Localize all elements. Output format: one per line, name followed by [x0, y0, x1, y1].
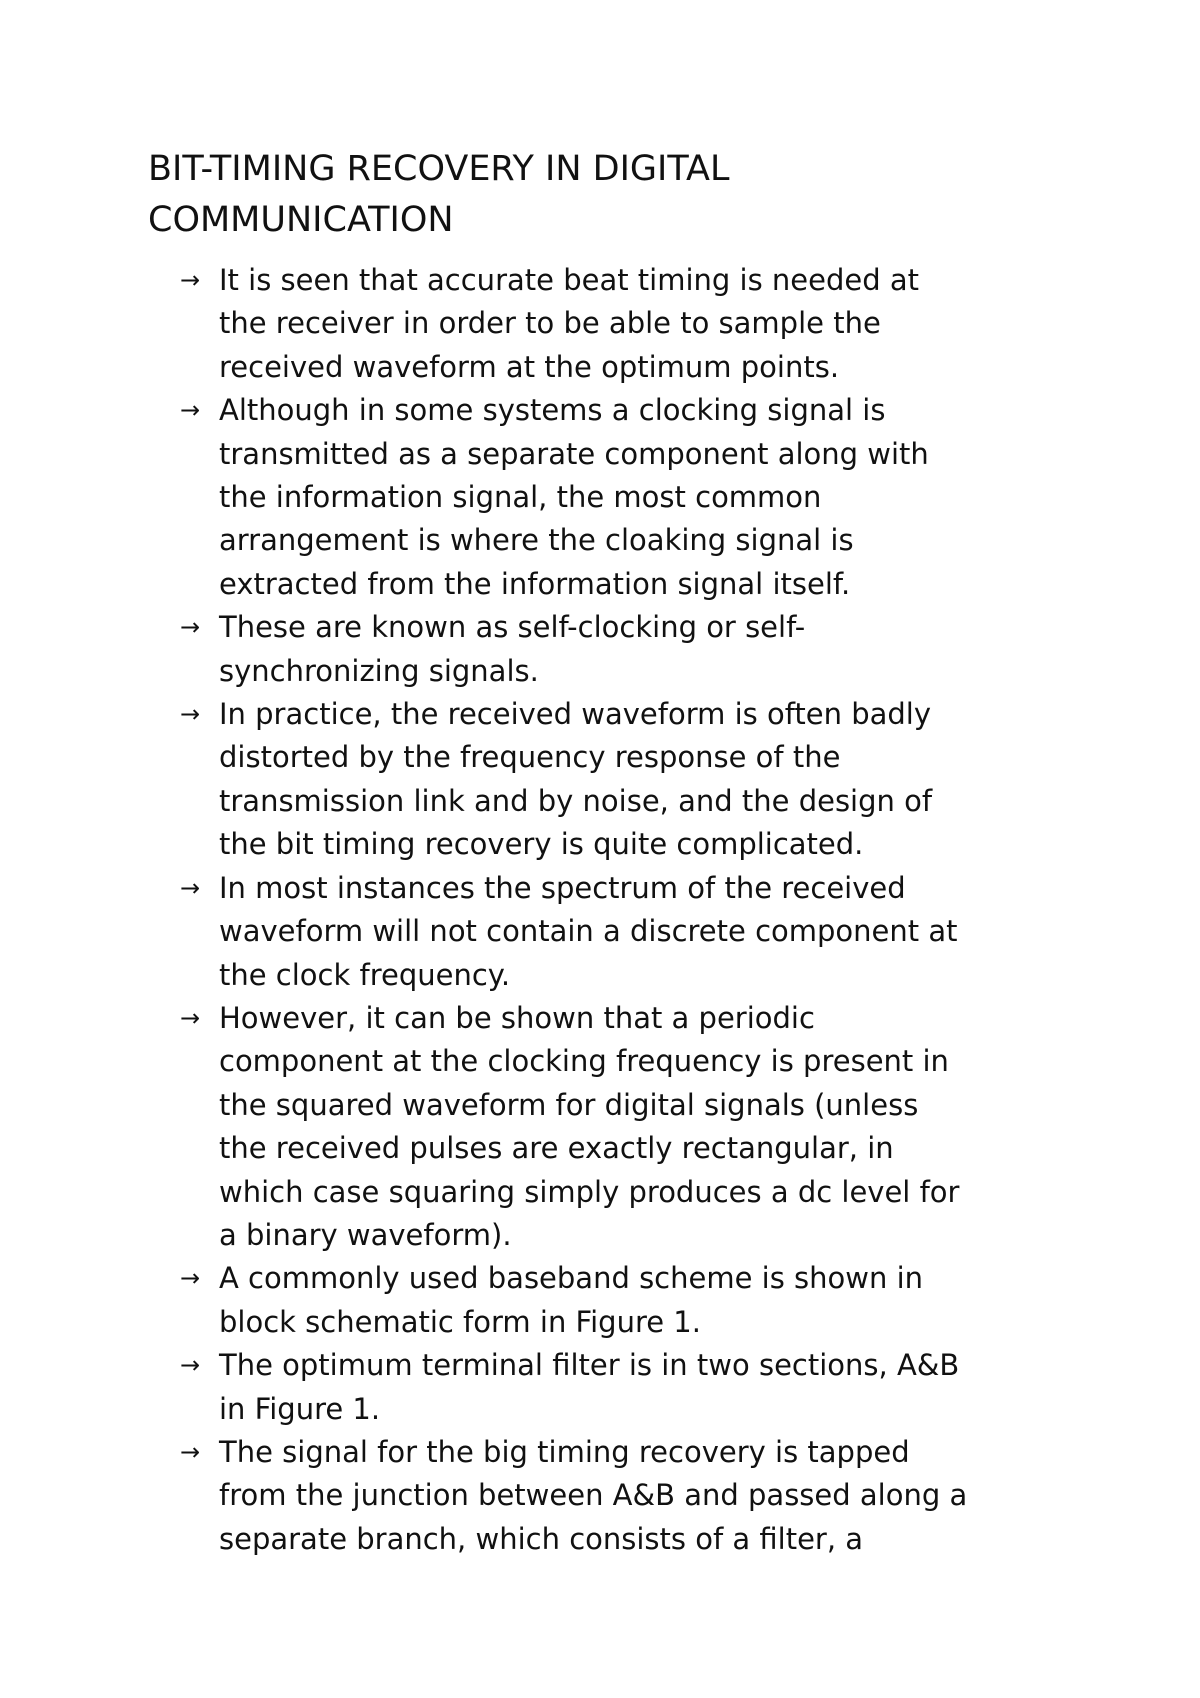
right-arrow-icon: →	[180, 873, 201, 902]
bullet-item	[180, 693, 1080, 867]
bullet-text: The optimum terminal filter is in two sections, A&B in Figure 1.	[219, 1348, 960, 1426]
right-arrow-icon: →	[180, 1351, 201, 1380]
bullet-item	[180, 1257, 1080, 1344]
bullet-item	[180, 259, 1080, 389]
bullet-item	[180, 997, 1080, 1257]
bullet-text: It is seen that accurate beat timing is needed at the receiver in order to be able to sample the received waveform at the optimum points.	[219, 263, 920, 384]
bullet-item	[180, 1344, 1080, 1431]
right-arrow-icon: →	[180, 396, 201, 425]
bullet-text: In practice, the received waveform is often badly distorted by the frequency response of the transmission link and by noise, and the design of the bit timing recovery is quite complicated.	[219, 697, 933, 862]
bullet-text: However, it can be shown that a periodic component at the clocking frequency is present in the squared waveform for digital signals (unless the received pulses are exactly rectangular, in which case squaring simply produces a dc level for a binary waveform).	[219, 1000, 960, 1252]
bullet-item	[180, 867, 1080, 997]
right-arrow-icon: →	[180, 700, 201, 729]
right-arrow-icon: →	[180, 1003, 201, 1032]
bullet-item	[180, 606, 1080, 693]
bullet-text: These are known as self-clocking or self- synchronizing signals.	[219, 610, 806, 688]
bullet-list	[180, 259, 1080, 1561]
right-arrow-icon: →	[180, 266, 201, 294]
bullet-text: A commonly used baseband scheme is shown in block schematic form in Figure 1.	[219, 1261, 924, 1339]
bullet-text: In most instances the spectrum of the received waveform will not contain a discrete component at the clock frequency.	[219, 870, 958, 992]
right-arrow-icon: →	[180, 613, 201, 642]
bullet-text: Although in some systems a clocking signal is transmitted as a separate component along with the information signal, the most common arrangement is where the cloaking signal is extracted from the information signal itself.	[219, 393, 929, 601]
bullet-item	[180, 1431, 1080, 1561]
bullet-text: The signal for the big timing recovery is tapped from the junction between A&B and passed along a separate branch, which consists of a filter, a	[219, 1434, 968, 1556]
right-arrow-icon: →	[180, 1264, 201, 1293]
document-title: BIT-TIMING RECOVERY IN DIGITAL COMMUNICATION	[148, 149, 730, 240]
right-arrow-icon: →	[180, 1437, 201, 1466]
bullet-item	[180, 389, 1080, 606]
